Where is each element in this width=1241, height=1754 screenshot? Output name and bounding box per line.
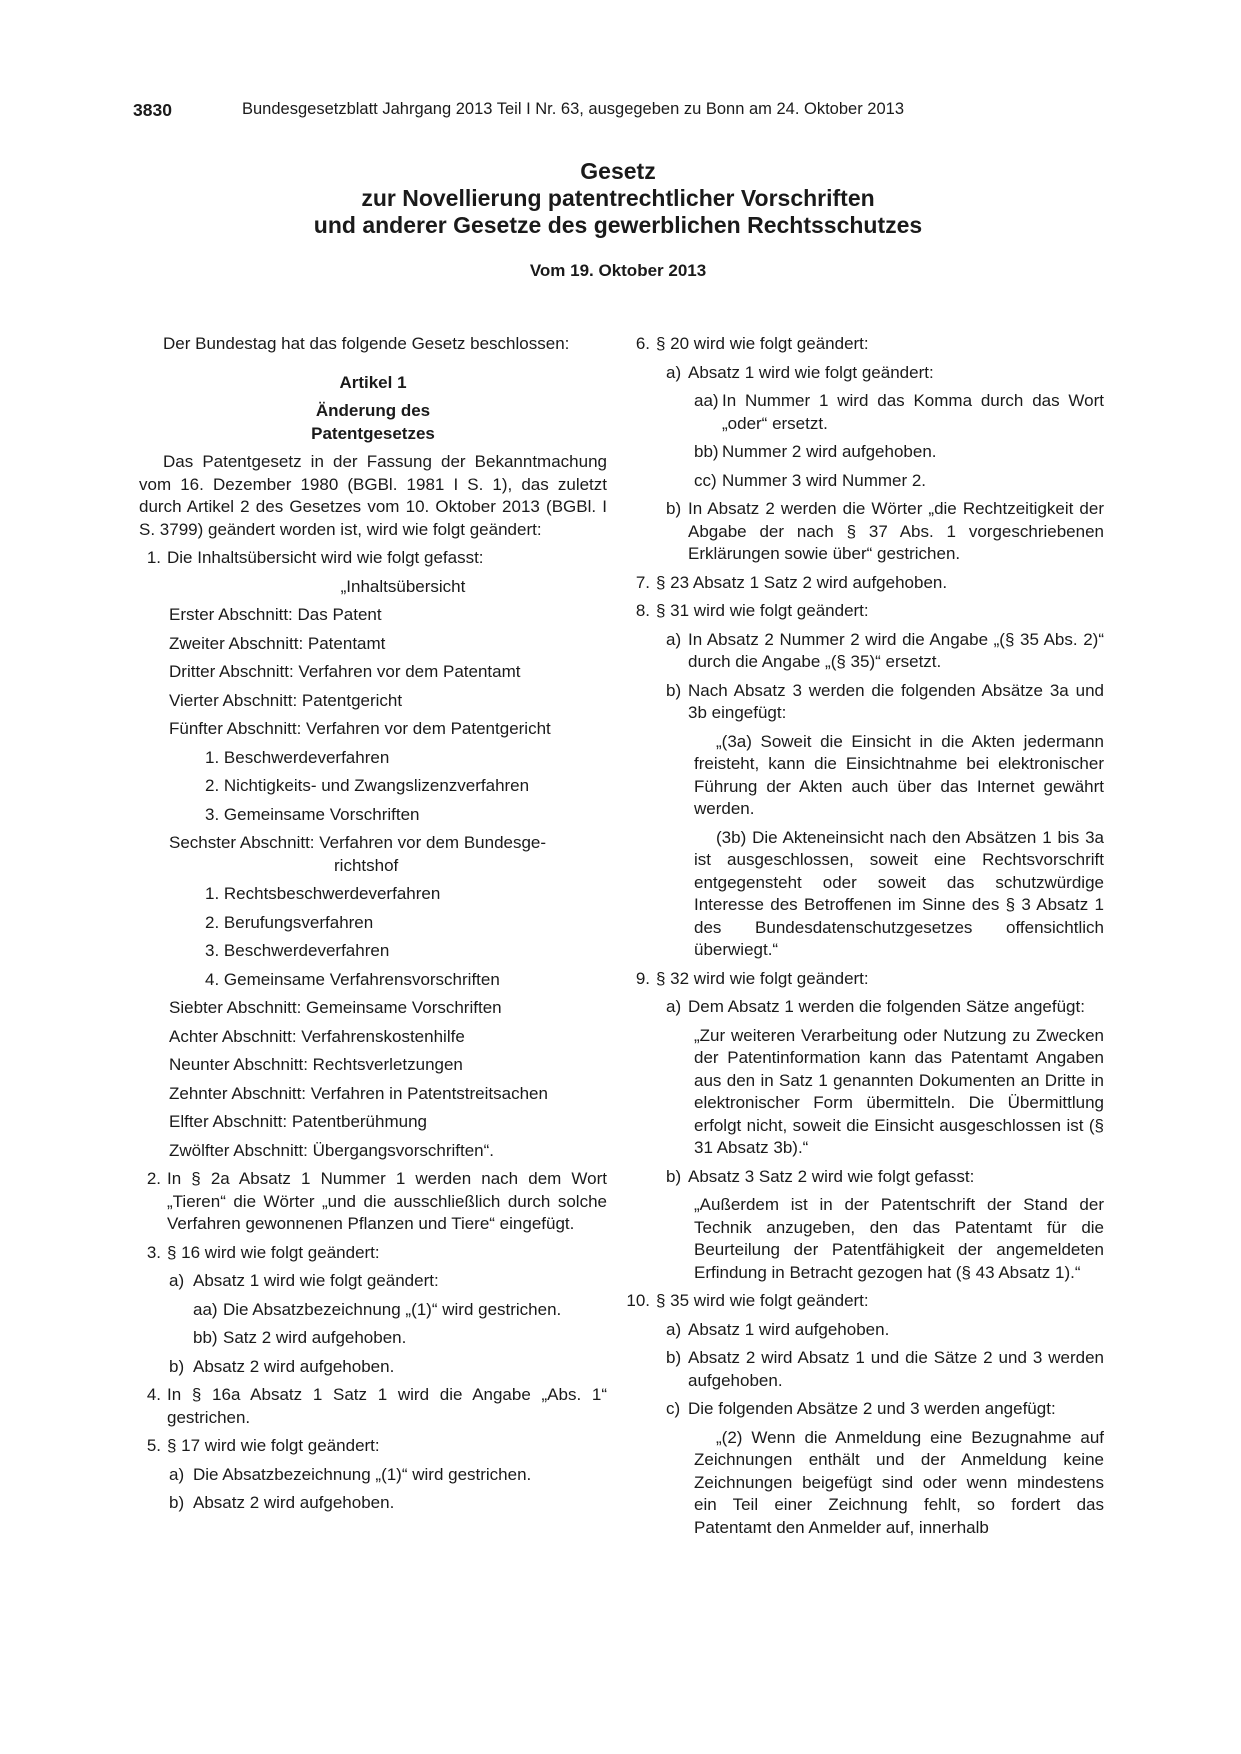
item-text: Absatz 1 wird aufgehoben. (688, 1319, 890, 1339)
list-item (139, 1384, 607, 1429)
item-text: In § 16a Absatz 1 Satz 1 wird die Angabe „Abs. 1“ gestrichen. (167, 1385, 607, 1427)
toc-subentry: 4. Gemeinsame Verfahrensvorschriften (205, 969, 500, 989)
item-text: Die Absatzbezeichnung „(1)“ wird gestrichen. (223, 1299, 562, 1319)
list-item (624, 968, 1104, 991)
list-subsubitem (139, 1327, 607, 1350)
item-label: aa) (193, 1299, 218, 1319)
toc-subentry: 1. Rechtsbeschwerdeverfahren (205, 884, 441, 903)
toc-subentry: 2. Berufungsverfahren (205, 912, 374, 932)
item-label: 1. (146, 548, 161, 567)
list-item (139, 1435, 607, 1458)
item-label: 6. (635, 334, 650, 353)
toc-entry (139, 832, 607, 877)
list-item (139, 1168, 607, 1236)
preamble-paragraph: Das Patentgesetz in der Fassung der Bekanntmachung vom 16. Dezember 1980 (BGBl. 1981 I S. 1), das zuletzt durch Artikel 2 des Gesetzes vom 10. Oktober 2013 (BGBl. I S. 3799) geändert worden ist, wird wie folgt geändert: (139, 452, 607, 539)
item-text: In Nummer 1 wird das Komma durch das Wort „oder“ ersetzt. (722, 391, 1104, 433)
list-item (139, 1242, 607, 1265)
item-text: Satz 2 wird aufgehoben. (223, 1328, 407, 1347)
toc-entry-line: richtshof (334, 855, 399, 875)
item-label: b) (666, 1348, 682, 1367)
item-label: a) (169, 1271, 185, 1290)
item-text: Die folgenden Absätze 2 und 3 werden angefügt: (688, 1399, 1056, 1418)
list-item (624, 333, 1104, 356)
quoted-text: „(2) Wenn die Anmeldung eine Bezugnahme auf Zeichnungen enthält und der Anmeldung keine Zeichnungen beigefügt sind oder wenn mindestens ein Teil einer Zeichnung fehlt, so fordert das Patentamt den Anmelder auf, innerhalb (694, 1427, 1104, 1537)
toc-entry: Neunter Abschnitt: Rechtsverletzungen (169, 1055, 463, 1074)
toc-entry: Zweiter Abschnitt: Patentamt (169, 633, 386, 653)
item-text: In Absatz 2 werden die Wörter „die Rechtzeitigkeit der Abgabe der nach § 37 Abs. 1 vorgeschriebenen Erklärungen sowie über“ gestrichen. (688, 499, 1104, 563)
item-label: 2. (146, 1169, 161, 1188)
toc-subentry: 1. Beschwerdeverfahren (205, 747, 390, 767)
quoted-text: „Außerdem ist in der Patentschrift der Stand der Technik anzugeben, den das Patentamt für die Beurteilung der Patentfähigkeit der angemeldeten Erfindung in Betracht gezogen hat (§ 43 Absatz 1).“ (694, 1195, 1104, 1282)
intro-paragraph: Der Bundestag hat das folgende Gesetz beschlossen: (163, 334, 570, 353)
item-text: Absatz 2 wird aufgehoben. (193, 1356, 395, 1376)
list-subitem (624, 1347, 1104, 1392)
toc-entry: Fünfter Abschnitt: Verfahren vor dem Patentgericht (169, 719, 551, 738)
item-label: c) (666, 1399, 681, 1418)
quoted-text: (3b) Die Akteneinsicht nach den Absätzen 1 bis 3a ist ausgeschlossen, soweit eine Rechtsvorschrift entgegensteht oder soweit das schutzwürdige Interesse des Betroffenen im Sinne des § 3 Absatz 1 des Bundesdatenschutzgesetzes offensichtlich überwiegt.“ (694, 827, 1104, 959)
quoted-text: „Zur weiteren Verarbeitung oder Nutzung zu Zwecken der Patentinformation kann das Patentamt Angaben aus den in Satz 1 genannten Dokumenten an Dritte in elektronischer Form übermitteln. Die Übermittlung erfolgt nicht, soweit die Einsicht ausgeschlossen ist (§ 31 Absatz 3b).“ (694, 1025, 1104, 1157)
item-label: b) (169, 1356, 185, 1376)
item-text: Nummer 3 wird Nummer 2. (722, 470, 927, 490)
toc-entry: Vierter Abschnitt: Patentgericht (169, 690, 403, 710)
list-subitem (624, 498, 1104, 566)
item-text: § 23 Absatz 1 Satz 2 wird aufgehoben. (656, 572, 948, 592)
item-text: Die Inhaltsübersicht wird wie folgt gefasst: (167, 548, 484, 567)
item-text: Absatz 1 wird wie folgt geändert: (688, 362, 934, 382)
item-text: Die Absatzbezeichnung „(1)“ wird gestrichen. (193, 1464, 532, 1484)
item-text: Nummer 2 wird aufgehoben. (722, 442, 937, 461)
item-text: Nach Absatz 3 werden die folgenden Absätze 3a und 3b eingefügt: (688, 680, 1104, 722)
item-text: § 31 wird wie folgt geändert: (656, 601, 869, 620)
toc-subentry: 2. Nichtigkeits- und Zwangslizenzverfahren (205, 776, 530, 795)
list-subsubitem (624, 390, 1104, 435)
item-label: 10. (626, 1291, 650, 1310)
toc-entry: Erster Abschnitt: Das Patent (169, 605, 382, 624)
list-subsubitem (139, 1299, 607, 1322)
list-subitem (139, 1270, 607, 1293)
toc-subentry: 3. Gemeinsame Vorschriften (205, 804, 420, 824)
article-heading (139, 400, 607, 445)
toc-subentry: 3. Beschwerdeverfahren (205, 941, 390, 960)
list-subitem (624, 1398, 1104, 1421)
item-label: 5. (146, 1436, 161, 1455)
list-item (624, 572, 1104, 595)
list-subsubitem (624, 470, 1104, 493)
item-text: § 17 wird wie folgt geändert: (167, 1436, 380, 1455)
item-label: 7. (635, 572, 650, 592)
left-column (139, 333, 607, 1521)
item-label: 3. (146, 1242, 161, 1262)
item-label: bb) (193, 1328, 218, 1347)
title-block (133, 158, 1103, 281)
list-subitem (624, 680, 1104, 725)
item-label: 8. (635, 601, 650, 620)
item-label: a) (666, 1319, 682, 1339)
list-subitem (624, 362, 1104, 385)
item-text: Dem Absatz 1 werden die folgenden Sätze angefügt: (688, 997, 1085, 1016)
item-text: In § 2a Absatz 1 Nummer 1 werden nach dem Wort „Tieren“ die Wörter „und die ausschließlich durch solche Verfahren gewonnenen Pflanzen und Tiere“ eingefügt. (167, 1169, 607, 1233)
article-heading-line-2: Patentgesetzes (311, 423, 435, 443)
list-subitem (624, 1319, 1104, 1342)
title-line-2: zur Novellierung patentrechtlicher Vorschriften (361, 185, 875, 211)
item-text: § 20 wird wie folgt geändert: (656, 334, 869, 353)
list-subitem (624, 996, 1104, 1019)
list-subitem (624, 629, 1104, 674)
title-line-1: Gesetz (580, 158, 656, 184)
toc-entry: Elfter Abschnitt: Patentberühmung (169, 1112, 427, 1131)
list-subitem (139, 1464, 607, 1487)
item-label: b) (169, 1493, 185, 1512)
item-text: Absatz 2 wird aufgehoben. (193, 1493, 395, 1512)
item-label: a) (666, 629, 682, 649)
quoted-text: „(3a) Soweit die Einsicht in die Akten jedermann freisteht, kann die Einsichtnahme bei elektronischer Führung der Akten auch über das Internet gewährt werden. (694, 731, 1104, 818)
page-number: 3830 (133, 100, 172, 120)
item-text: Absatz 2 wird Absatz 1 und die Sätze 2 und 3 werden aufgehoben. (688, 1348, 1104, 1390)
toc-entry-line: Sechster Abschnitt: Verfahren vor dem Bundesge- (169, 833, 547, 852)
right-column (624, 333, 1104, 1545)
toc-entry: Zwölfter Abschnitt: Übergangsvorschriften“. (169, 1140, 495, 1160)
item-text: Absatz 1 wird wie folgt geändert: (193, 1271, 439, 1290)
running-head: Bundesgesetzblatt Jahrgang 2013 Teil I Nr. 63, ausgegeben zu Bonn am 24. Oktober 2013 (242, 100, 904, 118)
toc-entry: Dritter Abschnitt: Verfahren vor dem Patentamt (169, 662, 521, 681)
list-item (624, 600, 1104, 623)
toc-entry: Siebter Abschnitt: Gemeinsame Vorschriften (169, 998, 502, 1017)
item-text: § 32 wird wie folgt geändert: (656, 968, 869, 988)
item-text: § 16 wird wie folgt geändert: (167, 1242, 380, 1262)
item-label: a) (666, 997, 682, 1016)
item-label: aa) (694, 391, 719, 410)
item-label: b) (666, 1166, 682, 1186)
law-date: Vom 19. Oktober 2013 (529, 261, 707, 280)
item-text: In Absatz 2 Nummer 2 wird die Angabe „(§ 35 Abs. 2)“ durch die Angabe „(§ 35)“ ersetzt. (688, 629, 1104, 671)
item-label: 4. (146, 1385, 161, 1404)
item-label: bb) (694, 442, 719, 461)
item-label: b) (666, 499, 682, 518)
article-number: Artikel 1 (339, 372, 407, 392)
list-item (139, 547, 607, 570)
item-text: § 35 wird wie folgt geändert: (656, 1291, 869, 1310)
item-label: 9. (635, 968, 650, 988)
item-label: a) (666, 362, 682, 382)
list-subitem (139, 1356, 607, 1379)
item-text: Absatz 3 Satz 2 wird wie folgt gefasst: (688, 1166, 975, 1186)
toc-title: „Inhaltsübersicht (340, 576, 466, 596)
toc-entry: Achter Abschnitt: Verfahrenskostenhilfe (169, 1026, 465, 1046)
item-label: a) (169, 1464, 185, 1484)
toc-entry: Zehnter Abschnitt: Verfahren in Patentstreitsachen (169, 1083, 548, 1103)
list-item (624, 1290, 1104, 1313)
item-label: cc) (694, 470, 717, 490)
list-subsubitem (624, 441, 1104, 464)
item-label: b) (666, 680, 682, 700)
list-subitem (624, 1166, 1104, 1189)
list-subitem (139, 1492, 607, 1515)
title-line-3: und anderer Gesetze des gewerblichen Rechtsschutzes (313, 212, 923, 238)
article-heading-line-1: Änderung des (315, 401, 431, 420)
